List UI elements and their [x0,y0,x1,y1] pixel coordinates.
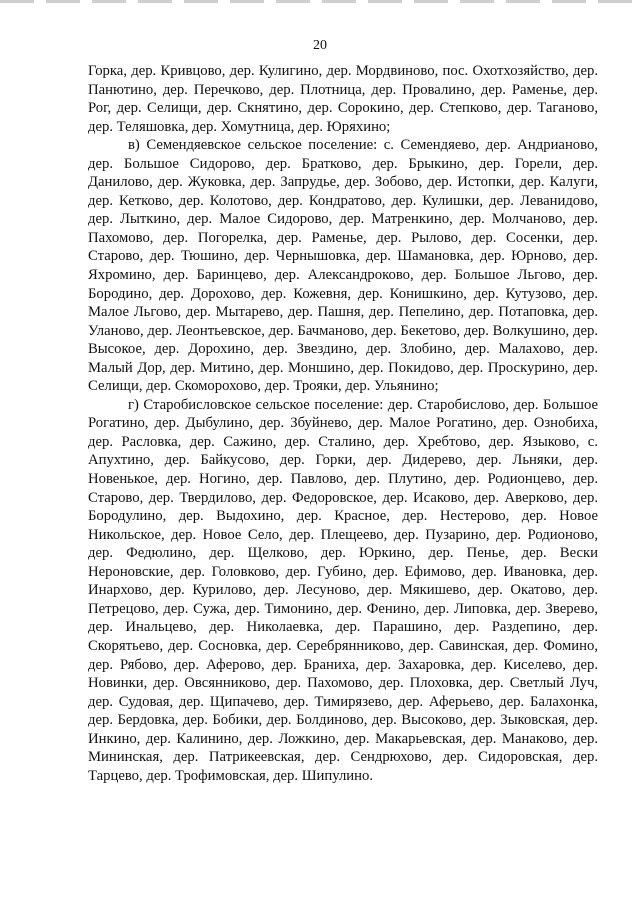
paragraph-continuation: Горка, дер. Кривцово, дер. Кулигино, дер. Мордвиново, пос. Охотхозяйство, дер. Панютино, дер. Перечково, дер. Плотница, дер. Провалино, дер. Раменье, дер. Рог, дер. Селищи, дер. Скнятино, дер. Сорокино, дер. Степково, дер. Таганово, дер. Теляшовка, дер. Хомутница, дер. Юряхино; [88,63,598,135]
paragraph-starobislovskoe: г) Старобисловское сельское поселение: дер. Старобислово, дер. Большое Рогатино, дер. Дыбулино, дер. Збуйнево, дер. Малое Рогатино, дер. Ознобиха, дер. Расловка, дер. Сажино, дер. Сталино, дер. Хребтово, дер. Языково, с. Апухтино, дер. Байкусово, дер. Горки, дер. Дидерево, дер. Льняки, дер. Новенькое, дер. Ногино, дер. Павлово, дер. Плутино, дер. Родионцево, дер. Старово, дер. Твердилово, дер. Федоровское, дер. Исаково, дер. Аверково, дер. Бородулино, дер. Выдохино, дер. Красное, дер. Нестерово, дер. Новое Никольское, дер. Новое Село, дер. Плещеево, дер. Пузарино, дер. Родионово, дер. Федюлино, дер. Щелково, дер. Юркино, дер. Пенье, дер. Вески Нероновские, дер. Головково, дер. Губино, дер. Ефимово, дер. Ивановка, дер. Инархово, дер. Курилово, дер. Лесуново, дер. Мякишево, дер. Окатово, дер. Петрецово, дер. Сужа, дер. Тимонино, дер. Фенино, дер. Липовка, дер. Зверево, дер. Инальцево, дер. Николаевка, дер. Парашино, дер. Раздепино, дер. Скорятьево, дер. Сосновка, дер. Серебрянниково, дер. Савинская, дер. Фомино, дер. Рябово, дер. Аферово, дер. Браниха, дер. Захаровка, дер. Киселево, дер. Новинки, дер. Овсянниково, дер. Пахомово, дер. Плоховка, дер. Светлый Луч, дер. Судовая, дер. Щипачево, дер. Тимирязево, дер. Аферьево, дер. Балахонка, дер. Бердовка, дер. Бобики, дер. Болдиново, дер. Высоково, дер. Зыковская, дер. Инкино, дер. Калинино, дер. Ложкино, дер. Макарьевская, дер. Манаково, дер. Мининская, дер. Патрикеевская, дер. Сендрюхово, дер. Сидоровская, дер. Тарцево, дер. Трофимовская, дер. Шипулино. [88,396,598,784]
scan-top-edge [0,0,640,3]
paragraph-semendyaevskoe: в) Семендяевское сельское поселение: с. Семендяево, дер. Андрианово, дер. Большое Сидорово, дер. Братково, дер. Брыкино, дер. Горели, дер. Данилово, дер. Жуковка, дер. Запрудье, дер. Зобово, дер. Истопки, дер. Калуги, дер. Кетково, дер. Колотово, дер. Кондратово, дер. Кулишки, дер. Леванидово, дер. Лыткино, дер. Малое Сидорово, дер. Матренкино, дер. Молчаново, дер. Пахомово, дер. Погорелка, дер. Раменье, дер. Рылово, дер. Сосенки, дер. Старово, дер. Тюшино, дер. Чернышовка, дер. Шамановка, дер. Юрново, дер. Яхромино, дер. Баринцево, дер. Александроково, дер. Большое Льгово, дер. Бородино, дер. Дорохово, дер. Кожевня, дер. Конишкино, дер. Кутузово, дер. Малое Льгово, дер. Мытарево, дер. Пашня, дер. Пепелино, дер. Потаповка, дер. Уланово, дер. Леонтьевское, дер. Бачманово, дер. Бекетово, дер. Волкушино, дер. Высокое, дер. Дорохино, дер. Звездино, дер. Злобино, дер. Малахово, дер. Малый Дор, дер. Митино, дер. Моншино, дер. Покидово, дер. Проскурино, дер. Селищи, дер. Скоморохово, дер. Трояки, дер. Ульянино; [88,137,598,395]
document-body [88,62,598,785]
page-number: 20 [313,38,327,53]
